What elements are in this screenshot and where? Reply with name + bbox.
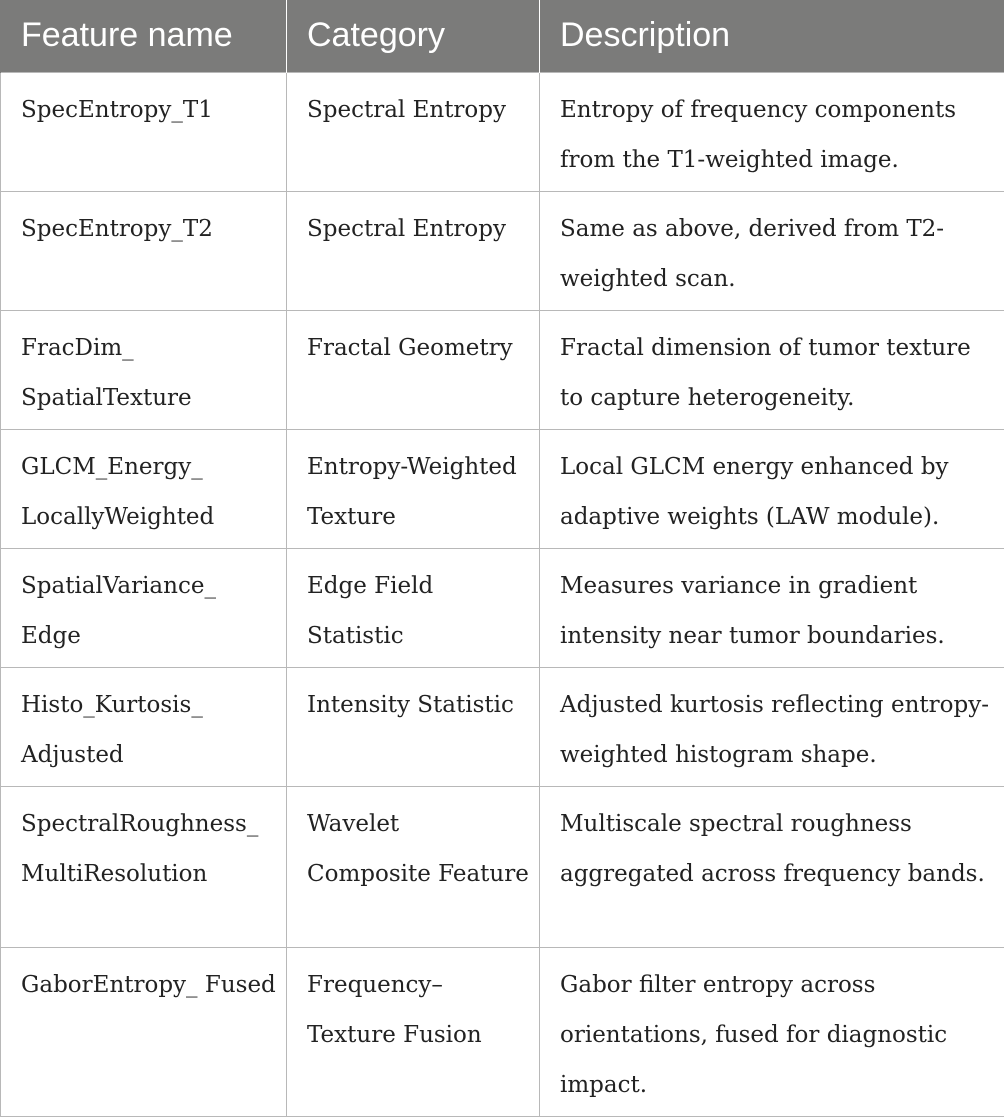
table-header — [1, 0, 1004, 72]
header-feature-name: Feature name — [1, 0, 287, 72]
cell-category: Entropy-Weighted Texture — [287, 429, 540, 548]
cell-feature: SpatialVariance_ Edge — [1, 548, 287, 667]
cell-feature: SpecEntropy_T1 — [1, 72, 287, 191]
cell-category: Spectral Entropy — [287, 191, 540, 310]
cell-category: Intensity Statistic — [287, 667, 540, 786]
cell-category: Edge Field Statistic — [287, 548, 540, 667]
cell-feature: SpectralRoughness_ MultiResolution — [1, 786, 287, 947]
cell-category: Spectral Entropy — [287, 72, 540, 191]
header-description: Description — [540, 0, 1004, 72]
cell-description: Adjusted kurtosis reflecting entropy-weighted histogram shape. — [540, 667, 1004, 786]
table-row — [1, 72, 1004, 191]
cell-feature: FracDim_ SpatialTexture — [1, 310, 287, 429]
cell-description: Local GLCM energy enhanced by adaptive weights (LAW module). — [540, 429, 1004, 548]
cell-feature: GLCM_Energy_ LocallyWeighted — [1, 429, 287, 548]
table-body — [1, 72, 1004, 1116]
cell-feature: GaborEntropy_ Fused — [1, 947, 287, 1116]
header-row — [1, 0, 1004, 72]
cell-description: Entropy of frequency components from the T1-weighted image. — [540, 72, 1004, 191]
cell-feature: Histo_Kurtosis_ Adjusted — [1, 667, 287, 786]
table-row — [1, 548, 1004, 667]
cell-description: Same as above, derived from T2-weighted scan. — [540, 191, 1004, 310]
cell-feature: SpecEntropy_T2 — [1, 191, 287, 310]
cell-description: Multiscale spectral roughness aggregated across frequency bands. — [540, 786, 1004, 947]
table-row — [1, 429, 1004, 548]
cell-category: Wavelet Composite Feature — [287, 786, 540, 947]
table-row — [1, 667, 1004, 786]
cell-description: Gabor filter entropy across orientations, fused for diagnostic impact. — [540, 947, 1004, 1116]
cell-description: Fractal dimension of tumor texture to capture heterogeneity. — [540, 310, 1004, 429]
cell-description: Measures variance in gradient intensity near tumor boundaries. — [540, 548, 1004, 667]
cell-category: Frequency–Texture Fusion — [287, 947, 540, 1116]
table-row — [1, 786, 1004, 947]
cell-category: Fractal Geometry — [287, 310, 540, 429]
table-row — [1, 947, 1004, 1116]
table-row — [1, 191, 1004, 310]
table-row — [1, 310, 1004, 429]
header-category: Category — [287, 0, 540, 72]
